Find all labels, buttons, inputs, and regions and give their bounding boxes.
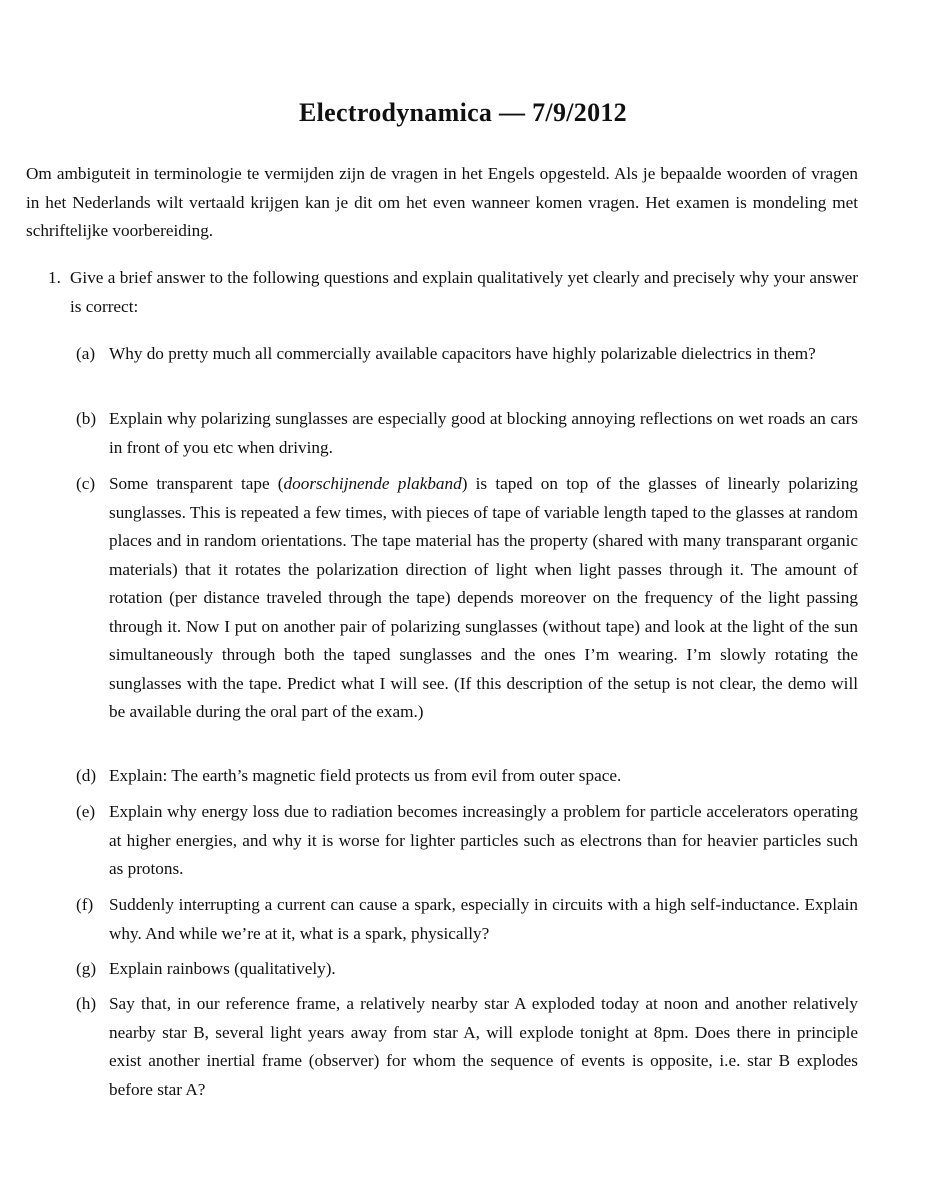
page-title: Electrodynamica — 7/9/2012 <box>299 98 627 127</box>
subquestion-label: (f) <box>76 895 94 914</box>
subquestion-text <box>109 470 858 727</box>
subquestion-label: (a) <box>76 344 96 363</box>
subquestion-f <box>76 891 858 948</box>
subquestion-text: Explain why polarizing sunglasses are especially good at blocking annoying reflections on wet roads an cars in front of you etc when driving. <box>109 409 858 457</box>
subquestion-e <box>76 798 858 884</box>
subquestion-d <box>76 762 858 791</box>
subquestion-label: (h) <box>76 994 97 1013</box>
subquestion-text: Suddenly interrupting a current can cause a spark, especially in circuits with a high self-inductance. Explain why. And while we’re at it, what is a spark, physically? <box>109 895 858 943</box>
subquestion-text: Explain rainbows (qualitatively). <box>109 959 336 978</box>
subquestion-g <box>76 955 858 984</box>
question-1 <box>48 264 858 321</box>
subquestion-text-start: Some transparent tape ( <box>109 474 284 493</box>
intro-paragraph: Om ambiguteit in terminologie te vermijden zijn de vragen in het Engels opgesteld. Als je bepaalde woorden of vragen in het Nederlands wilt vertaald krijgen kan je dit om het even wanneer komen vragen. Het examen is mondeling met schriftelijke voorbereiding. <box>26 164 858 240</box>
subquestion-c <box>76 470 858 727</box>
question-number: 1. <box>48 268 61 287</box>
subquestion-label: (d) <box>76 766 97 785</box>
subquestion-text-end: ) is taped on top of the glasses of linearly polarizing sunglasses. This is repeated a few times, with pieces of tape of variable length taped to the glasses at random places and in random orientations. The tape material has the property (shared with many transparant organic materials) that it rotates the polarization direction of light when light passes through it. The amount of rotation (per distance traveled through the tape) depends moreover on the frequency of the light passing through it. Now I put on another pair of polarizing sunglasses (without tape) and look at the light of the sun simultaneously through both the taped sunglasses and the ones I’m wearing. I’m slowly rotating the sunglasses with the tape. Predict what I will see. (If this description of the setup is not clear, the demo will be available during the oral part of the exam.) <box>109 474 859 721</box>
subquestion-text: Explain: The earth’s magnetic field protects us from evil from outer space. <box>109 766 622 785</box>
subquestion-a <box>76 340 858 369</box>
subquestion-label: (e) <box>76 802 96 821</box>
subquestion-label: (c) <box>76 474 96 493</box>
subquestion-label: (b) <box>76 409 97 428</box>
subquestion-b <box>76 405 858 462</box>
subquestion-h <box>76 990 858 1104</box>
subquestion-text: Why do pretty much all commercially available capacitors have highly polarizable dielectrics in them? <box>109 344 816 363</box>
subquestion-text: Explain why energy loss due to radiation becomes increasingly a problem for particle accelerators operating at higher energies, and why it is worse for lighter particles such as electrons than for heavier particles such as protons. <box>109 802 858 878</box>
subquestion-text: Say that, in our reference frame, a relatively nearby star A exploded today at noon and another relatively nearby star B, several light years away from star A, will explode tonight at 8pm. Does there in principle exist another inertial frame (observer) for whom the sequence of events is opposite, i.e. star B explodes before star A? <box>109 994 858 1099</box>
question-text: Give a brief answer to the following questions and explain qualitatively yet clearly and precisely why your answer is correct: <box>70 268 858 316</box>
subquestion-label: (g) <box>76 959 97 978</box>
subquestion-text-italic: doorschijnende plakband <box>283 474 462 493</box>
